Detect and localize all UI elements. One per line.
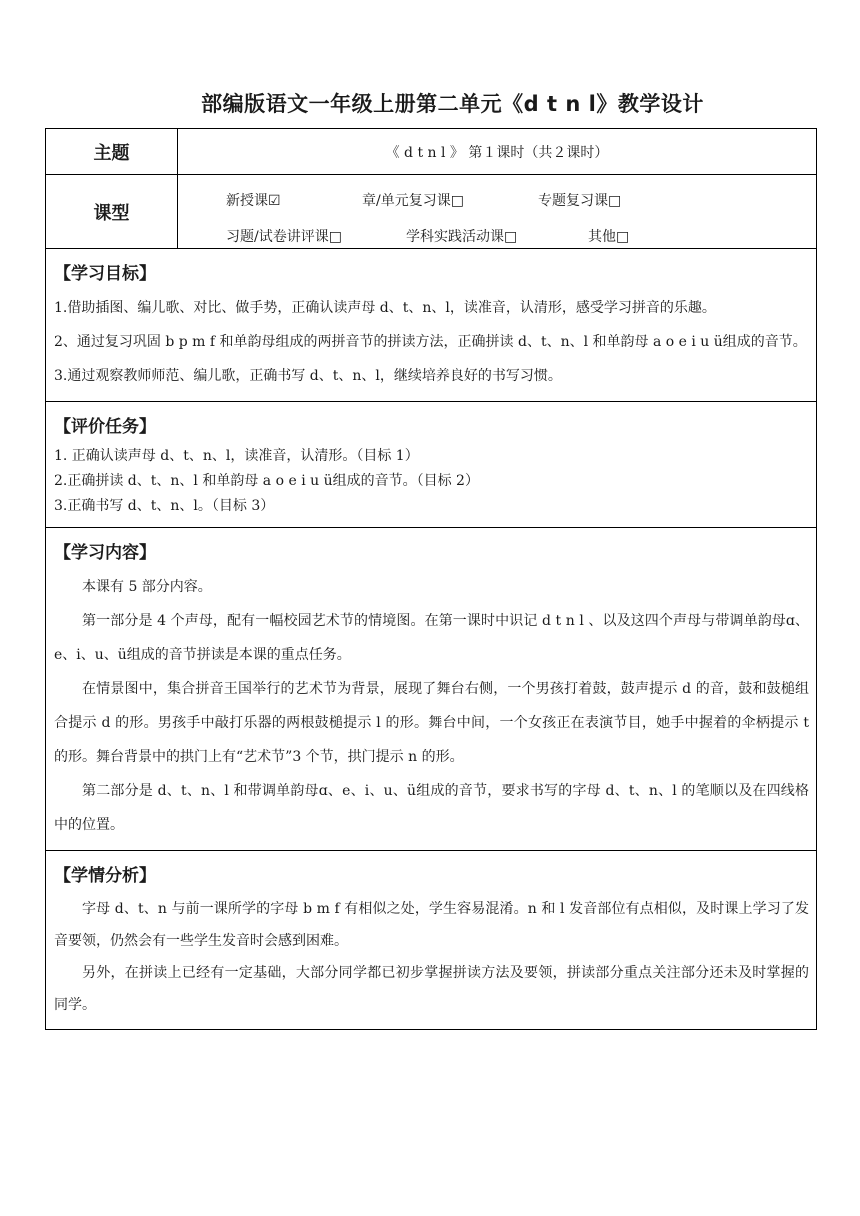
page-title: 部编版语文一年级上册第二单元《d t n l》教学设计 xyxy=(201,92,704,116)
lesson-plan-table xyxy=(45,128,817,1030)
lesson-type-options xyxy=(178,175,816,248)
theme-label: 主题 xyxy=(46,129,178,174)
option-practice-activity: 学科实践活动课□ xyxy=(406,229,518,245)
goal-item: 1.借助插图、编儿歌、对比、做手势，正确认读声母 d、t、n、l，读准音，认清形，感受学习拼音的乐趣。 xyxy=(54,300,716,316)
evaluation-section xyxy=(46,402,816,528)
content-section xyxy=(46,528,816,851)
analysis-paragraph: 字母 d、t、n 与前一课所学的字母 b m f 有相似之处，学生容易混淆。n 和 l 发音部位有点相似，及时课上学习了发音要领，仍然会有一些学生发音时会感到困难。 xyxy=(54,901,809,949)
content-paragraph: 在情景图中，集合拼音王国举行的艺术节为背景，展现了舞台右侧，一个男孩打着鼓，鼓声提示 d 的音，鼓和鼓槌组合提示 d 的形。男孩手中敲打乐器的两根鼓槌提示 l 的形。舞台中间，一个女孩正在表演节目，她手中握着的伞柄提示 t 的形。舞台背景中的拱门上有“艺术节”3 个节，拱门提示 n 的形。 xyxy=(54,681,809,765)
content-paragraph: 第一部分是 4 个声母，配有一幅校园艺术节的情境图。在第一课时中识记 d t n l 、以及这四个声母与带调单韵母ɑ、e、i、u、ü组成的音节拼读是本课的重点任务。 xyxy=(54,613,809,663)
evaluation-item: 3.正确书写 d、t、n、l。（目标 3） xyxy=(54,498,275,514)
analysis-paragraph: 另外，在拼读上已经有一定基础，大部分同学都已初步掌握拼读方法及要领，拼读部分重点关注部分还未及时掌握的同学。 xyxy=(54,965,809,1013)
option-topic-review: 专题复习课□ xyxy=(538,193,622,209)
goals-section xyxy=(46,249,816,402)
evaluation-item: 1. 正确认读声母 d、t、n、l，读准音，认清形。（目标 1） xyxy=(54,448,419,464)
theme-row xyxy=(46,129,816,175)
lesson-type-row xyxy=(46,175,816,249)
lesson-type-line-2 xyxy=(226,223,816,249)
analysis-heading: 【学情分析】 xyxy=(54,866,156,886)
option-exercise-review: 习题/试卷讲评课□ xyxy=(226,229,342,245)
option-unit-review: 章/单元复习课□ xyxy=(362,193,464,209)
analysis-section xyxy=(46,851,816,1029)
goal-item: 3.通过观察教师师范、编儿歌，正确书写 d、t、n、l，继续培养良好的书写习惯。 xyxy=(54,368,562,384)
goals-heading: 【学习目标】 xyxy=(54,264,156,284)
content-paragraph: 本课有 5 部分内容。 xyxy=(82,579,212,595)
theme-value: 《 d t n l 》 第１课时（共２课时） xyxy=(385,144,609,161)
goal-item: 2、通过复习巩固 b p m f 和单韵母组成的两拼音节的拼读方法，正确拼读 d、t、n、l 和单韵母 a o e i u ü组成的音节。 xyxy=(54,334,807,350)
evaluation-heading: 【评价任务】 xyxy=(54,417,156,437)
lesson-type-label: 课型 xyxy=(46,175,178,248)
content-paragraph: 第二部分是 d、t、n、l 和带调单韵母ɑ、e、i、u、ü组成的音节，要求书写的字母 d、t、n、l 的笔顺以及在四线格中的位置。 xyxy=(54,783,809,833)
evaluation-item: 2.正确拼读 d、t、n、l 和单韵母 a o e i u ü组成的音节。（目标 2） xyxy=(54,473,479,489)
content-heading: 【学习内容】 xyxy=(54,543,156,563)
option-other: 其他□ xyxy=(588,229,630,245)
option-new-lesson: 新授课☑ xyxy=(226,193,281,209)
lesson-type-line-1 xyxy=(226,187,816,213)
